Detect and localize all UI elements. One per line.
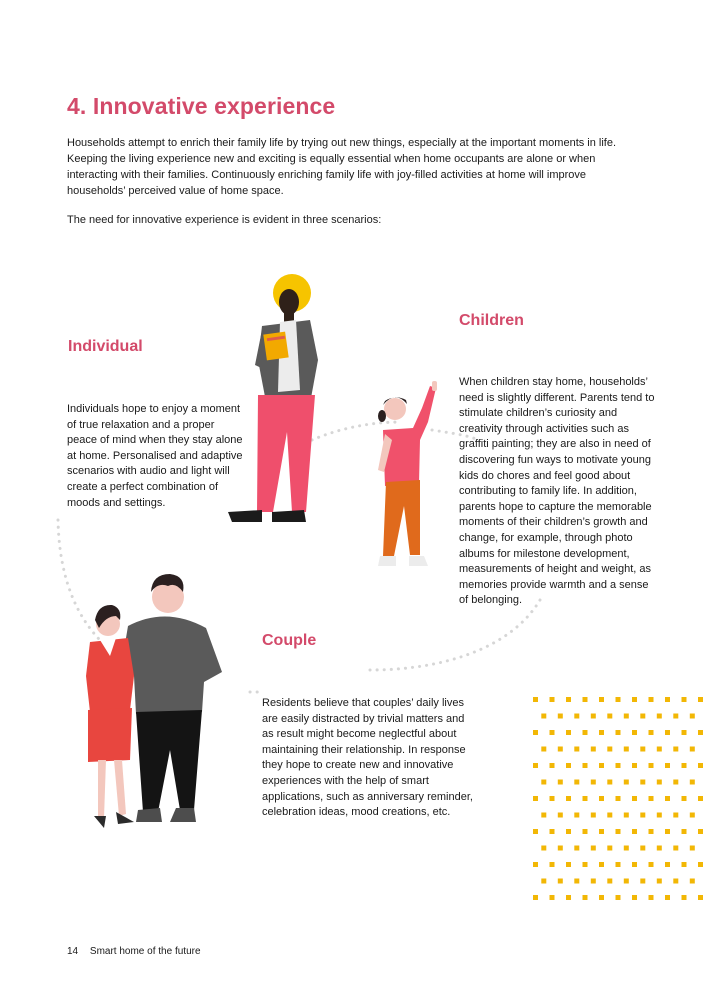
yellow-dot bbox=[682, 895, 687, 900]
yellow-dot bbox=[632, 763, 637, 768]
yellow-dot bbox=[624, 747, 629, 752]
scenarios-intro: The need for innovative experience is evident in three scenarios: bbox=[67, 214, 382, 226]
yellow-dot bbox=[566, 763, 571, 768]
yellow-dot bbox=[624, 846, 629, 851]
yellow-dot bbox=[533, 730, 538, 735]
page-footer bbox=[67, 946, 201, 957]
yellow-dot bbox=[550, 862, 555, 867]
yellow-dot bbox=[657, 846, 662, 851]
yellow-dot bbox=[640, 747, 645, 752]
yellow-dot bbox=[607, 879, 612, 884]
yellow-dot bbox=[682, 697, 687, 702]
couple-title: Couple bbox=[262, 632, 317, 649]
yellow-dot bbox=[591, 879, 596, 884]
yellow-dot-pattern bbox=[533, 697, 703, 900]
yellow-dot bbox=[591, 780, 596, 785]
yellow-dot bbox=[583, 895, 588, 900]
yellow-dot bbox=[632, 895, 637, 900]
yellow-dot bbox=[624, 879, 629, 884]
yellow-dot bbox=[607, 714, 612, 719]
yellow-dot bbox=[616, 763, 621, 768]
page-number: 14 bbox=[67, 946, 79, 957]
yellow-dot bbox=[632, 796, 637, 801]
yellow-dot bbox=[558, 879, 563, 884]
yellow-dot bbox=[599, 796, 604, 801]
yellow-dot bbox=[550, 730, 555, 735]
yellow-dot bbox=[657, 813, 662, 818]
yellow-dot bbox=[673, 747, 678, 752]
yellow-dot bbox=[649, 829, 654, 834]
yellow-dot bbox=[616, 862, 621, 867]
yellow-dot bbox=[533, 829, 538, 834]
yellow-dot bbox=[550, 796, 555, 801]
yellow-dot bbox=[682, 763, 687, 768]
yellow-dot bbox=[574, 780, 579, 785]
yellow-dot bbox=[657, 879, 662, 884]
yellow-dot bbox=[541, 714, 546, 719]
yellow-dot bbox=[566, 829, 571, 834]
yellow-dot bbox=[673, 879, 678, 884]
yellow-dot bbox=[541, 879, 546, 884]
yellow-dot bbox=[632, 829, 637, 834]
yellow-dot bbox=[640, 813, 645, 818]
yellow-dot bbox=[541, 846, 546, 851]
yellow-dot bbox=[550, 697, 555, 702]
yellow-dot bbox=[566, 895, 571, 900]
yellow-dot bbox=[599, 697, 604, 702]
yellow-dot bbox=[665, 763, 670, 768]
yellow-dot bbox=[566, 862, 571, 867]
yellow-dot bbox=[599, 763, 604, 768]
yellow-dot bbox=[649, 862, 654, 867]
yellow-dot bbox=[566, 730, 571, 735]
yellow-dot bbox=[574, 747, 579, 752]
yellow-dot bbox=[591, 714, 596, 719]
children-title: Children bbox=[459, 312, 524, 329]
couple-figure bbox=[86, 574, 222, 828]
yellow-dot bbox=[698, 895, 703, 900]
yellow-dot bbox=[574, 879, 579, 884]
yellow-dot bbox=[591, 846, 596, 851]
yellow-dot bbox=[599, 862, 604, 867]
yellow-dot bbox=[566, 697, 571, 702]
yellow-dot bbox=[632, 730, 637, 735]
yellow-dot bbox=[533, 763, 538, 768]
yellow-dot bbox=[649, 697, 654, 702]
yellow-dot bbox=[533, 862, 538, 867]
yellow-dot bbox=[649, 796, 654, 801]
yellow-dot bbox=[599, 829, 604, 834]
yellow-dot bbox=[690, 879, 695, 884]
yellow-dot bbox=[541, 747, 546, 752]
yellow-dot bbox=[665, 730, 670, 735]
yellow-dot bbox=[583, 862, 588, 867]
yellow-dot bbox=[583, 730, 588, 735]
yellow-dot bbox=[624, 714, 629, 719]
yellow-dot bbox=[574, 846, 579, 851]
yellow-dot bbox=[698, 829, 703, 834]
yellow-dot bbox=[533, 895, 538, 900]
yellow-dot bbox=[583, 829, 588, 834]
yellow-dot bbox=[632, 862, 637, 867]
yellow-dot bbox=[624, 813, 629, 818]
yellow-dot bbox=[550, 895, 555, 900]
yellow-dot bbox=[665, 697, 670, 702]
yellow-dot bbox=[616, 829, 621, 834]
yellow-dot bbox=[698, 730, 703, 735]
yellow-dot bbox=[550, 763, 555, 768]
yellow-dot bbox=[558, 846, 563, 851]
yellow-dot bbox=[690, 780, 695, 785]
yellow-dot bbox=[690, 747, 695, 752]
yellow-dot bbox=[558, 714, 563, 719]
yellow-dot bbox=[673, 813, 678, 818]
yellow-dot bbox=[558, 780, 563, 785]
yellow-dot bbox=[616, 796, 621, 801]
yellow-dot bbox=[690, 714, 695, 719]
yellow-dot bbox=[698, 763, 703, 768]
yellow-dot bbox=[682, 730, 687, 735]
yellow-dot bbox=[649, 895, 654, 900]
yellow-dot bbox=[640, 879, 645, 884]
yellow-dot bbox=[657, 714, 662, 719]
yellow-dot bbox=[665, 862, 670, 867]
yellow-dot bbox=[599, 895, 604, 900]
yellow-dot bbox=[657, 747, 662, 752]
yellow-dot bbox=[632, 697, 637, 702]
yellow-dot bbox=[583, 763, 588, 768]
yellow-dot bbox=[616, 730, 621, 735]
yellow-dot bbox=[574, 813, 579, 818]
yellow-dot bbox=[690, 813, 695, 818]
yellow-dot bbox=[698, 697, 703, 702]
child-figure bbox=[378, 381, 437, 566]
yellow-dot bbox=[673, 714, 678, 719]
yellow-dot bbox=[541, 780, 546, 785]
children-body: When children stay home, households’ need is slightly different. Parents tend to stimulate children’s curiosity and creativity through activities such as graffiti painting; they are also in need of discovering fun ways to motivate young kids do chores and feel good about contributing to family life. In addition, parents hope to capture the memorable moments of their children’s growth and change, for example, through photo albums for milestone development, measurements of height and weight, as memories provide warmth and a sense of belonging. bbox=[459, 376, 655, 607]
yellow-dot bbox=[599, 730, 604, 735]
yellow-dot bbox=[607, 846, 612, 851]
yellow-dot bbox=[690, 846, 695, 851]
yellow-dot bbox=[665, 829, 670, 834]
yellow-dot bbox=[624, 780, 629, 785]
page-heading: 4. Innovative experience bbox=[67, 93, 336, 119]
yellow-dot bbox=[583, 697, 588, 702]
yellow-dot bbox=[665, 796, 670, 801]
yellow-dot bbox=[607, 747, 612, 752]
yellow-dot bbox=[591, 747, 596, 752]
yellow-dot bbox=[649, 730, 654, 735]
yellow-dot bbox=[640, 846, 645, 851]
yellow-dot bbox=[558, 813, 563, 818]
yellow-dot bbox=[550, 829, 555, 834]
yellow-dot bbox=[673, 780, 678, 785]
yellow-dot bbox=[649, 763, 654, 768]
couple-body: Residents believe that couples’ daily lives are easily distracted by trivial matters and as result might become neglectful about maintaining their relationship. In response they hope to create new and innovative experiences with the help of smart applications, such as anniversary reminder, celebration ideas, mood creations, etc. bbox=[262, 697, 473, 819]
yellow-dot bbox=[673, 846, 678, 851]
yellow-dot bbox=[558, 747, 563, 752]
yellow-dot bbox=[640, 780, 645, 785]
intro-paragraph: Households attempt to enrich their family life by trying out new things, especially at the important moments in life. Keeping the living experience new and exciting is equally essential when home occupants are alone or when interacting with their families. Continuously enriching family life with joy-filled activities at home will improve households’ perceived value of home space. bbox=[67, 137, 617, 197]
individual-title: Individual bbox=[68, 338, 143, 355]
individual-body: Individuals hope to enjoy a moment of true relaxation and a proper peace of mind when they stay alone at home. Personalised and adaptive scenarios with audio and light will create a perfect combination of moods and settings. bbox=[67, 403, 243, 509]
yellow-dot bbox=[682, 829, 687, 834]
yellow-dot bbox=[533, 796, 538, 801]
yellow-dot bbox=[665, 895, 670, 900]
yellow-dot bbox=[607, 780, 612, 785]
yellow-dot bbox=[616, 697, 621, 702]
yellow-dot bbox=[607, 813, 612, 818]
yellow-dot bbox=[533, 697, 538, 702]
yellow-dot bbox=[591, 813, 596, 818]
yellow-dot bbox=[583, 796, 588, 801]
yellow-dot bbox=[541, 813, 546, 818]
yellow-dot bbox=[682, 862, 687, 867]
yellow-dot bbox=[574, 714, 579, 719]
yellow-dot bbox=[698, 796, 703, 801]
yellow-dot bbox=[566, 796, 571, 801]
yellow-dot bbox=[616, 895, 621, 900]
yellow-dot bbox=[698, 862, 703, 867]
yellow-dot bbox=[657, 780, 662, 785]
yellow-dot bbox=[640, 714, 645, 719]
document-title: Smart home of the future bbox=[89, 946, 201, 957]
yellow-dot bbox=[682, 796, 687, 801]
